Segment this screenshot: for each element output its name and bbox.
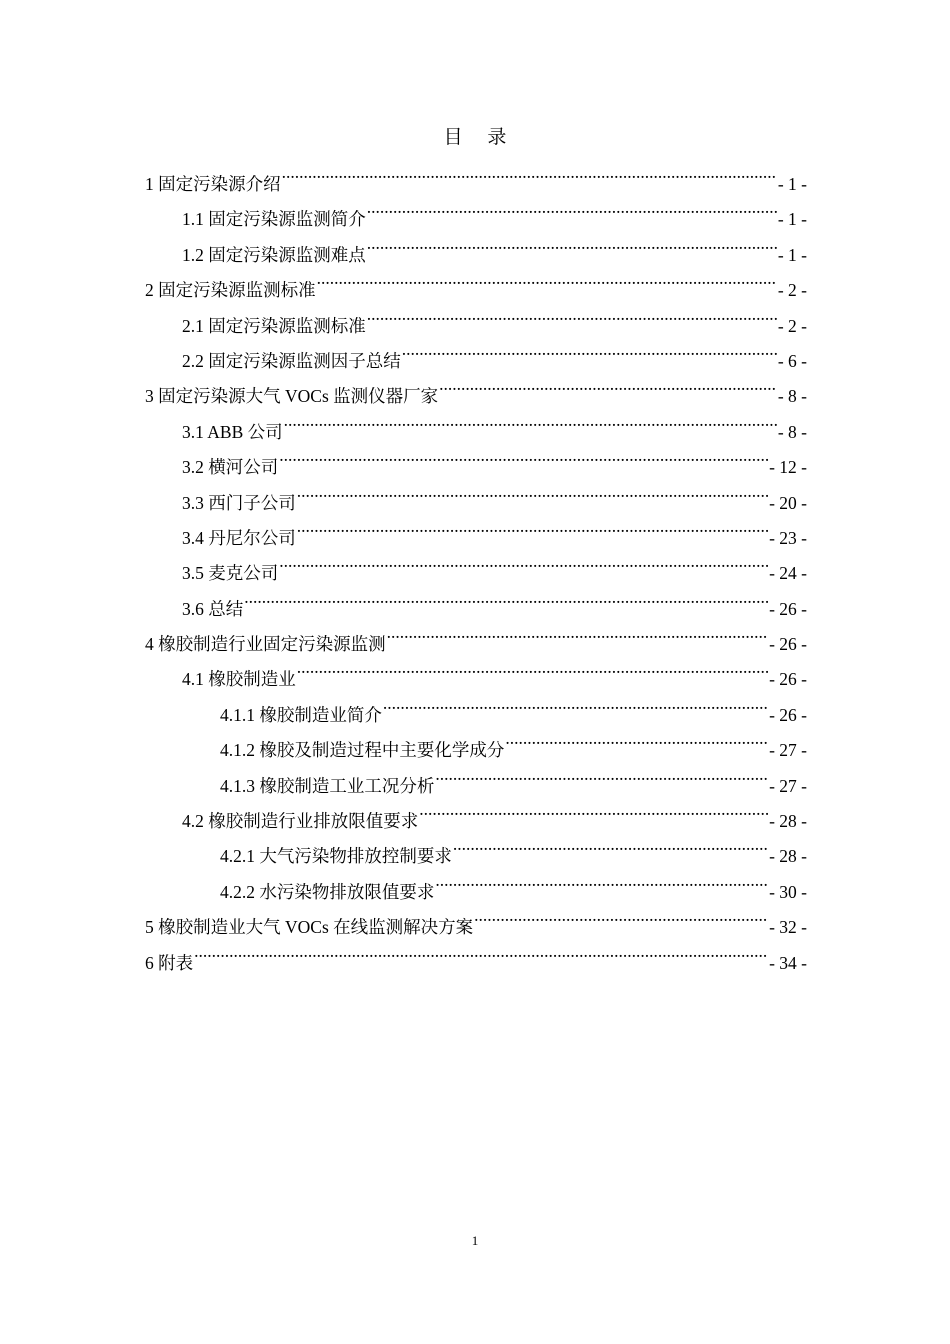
toc-entry[interactable]: [182, 509, 807, 548]
dot-leader: [282, 155, 777, 190]
dot-leader: [505, 721, 768, 756]
dot-leader: [367, 226, 777, 261]
dot-leader: [435, 757, 768, 792]
toc-entry[interactable]: [182, 580, 807, 619]
toc-entry-title[interactable]: 6 附表: [145, 952, 194, 973]
toc-entry-page-number[interactable]: - 26 -: [769, 669, 807, 690]
toc-entry-page-number[interactable]: - 1 -: [777, 209, 807, 230]
dot-leader: [383, 686, 768, 721]
dot-leader: [279, 544, 768, 579]
toc-entry[interactable]: [182, 650, 807, 690]
toc-entry-page-number[interactable]: - 1 -: [777, 174, 807, 194]
toc-entry-title[interactable]: 1 固定污染源介绍: [145, 174, 281, 194]
toc-entry-title[interactable]: 3.2 横河公司: [182, 457, 279, 478]
toc-entry[interactable]: [145, 898, 807, 938]
toc-entry[interactable]: [220, 863, 807, 902]
toc-entry-title[interactable]: 4.2.2 水污染物排放限值要求: [220, 881, 435, 902]
dot-leader: [317, 261, 777, 296]
toc-entry-page-number[interactable]: - 6 -: [777, 350, 807, 371]
dot-leader: [387, 615, 768, 650]
toc-entry[interactable]: [182, 474, 807, 513]
dot-leader: [284, 403, 777, 438]
toc-entry-title[interactable]: 3.1 ABB 公司: [182, 421, 283, 442]
toc-entry-page-number[interactable]: - 27 -: [769, 740, 807, 761]
toc-entry-page-number[interactable]: - 26 -: [769, 704, 807, 725]
dot-leader: [367, 190, 777, 225]
toc-entry-page-number[interactable]: - 2 -: [777, 315, 807, 336]
page-number: 1: [471, 1233, 479, 1248]
toc-entry-page-number[interactable]: - 23 -: [769, 527, 807, 548]
toc-entry[interactable]: [182, 403, 807, 442]
toc-entry-page-number[interactable]: - 24 -: [769, 563, 807, 584]
toc-entry-title[interactable]: 3.4 丹尼尔公司: [182, 527, 296, 548]
toc-entry-title[interactable]: 4.2 橡胶制造行业排放限值要求: [182, 811, 419, 832]
toc-entry-title[interactable]: 3.5 麦克公司: [182, 563, 279, 584]
toc-entry-page-number[interactable]: - 20 -: [769, 492, 807, 513]
toc-entry[interactable]: [145, 934, 807, 973]
dot-leader: [474, 898, 768, 933]
toc-entry-page-number[interactable]: - 8 -: [777, 386, 807, 407]
toc-entry-title[interactable]: 4.1.2 橡胶及制造过程中主要化学成分: [220, 740, 505, 761]
toc-entry-title[interactable]: 2.1 固定污染源监测标准: [182, 315, 366, 336]
toc-entry[interactable]: [220, 827, 807, 867]
dot-leader: [194, 934, 768, 969]
toc-entry-title[interactable]: 4.1.1 橡胶制造业简介: [220, 704, 382, 725]
toc-entry[interactable]: [145, 367, 807, 407]
toc-entry-title[interactable]: 4.2.1 大气污染物排放控制要求: [220, 846, 452, 867]
toc-entry-page-number[interactable]: - 26 -: [769, 634, 807, 655]
dot-leader: [297, 650, 768, 685]
dot-leader: [402, 332, 777, 367]
toc-entry[interactable]: [182, 297, 807, 336]
dot-leader: [439, 367, 777, 402]
toc-entry-title[interactable]: 5 橡胶制造业大气 VOCs 在线监测解决方案: [145, 917, 474, 938]
toc-entry-page-number[interactable]: - 12 -: [769, 457, 807, 478]
toc-entry-page-number[interactable]: - 2 -: [777, 280, 807, 301]
toc-entry[interactable]: [182, 544, 807, 584]
toc-entry-title[interactable]: 3.3 西门子公司: [182, 492, 296, 513]
toc-entry[interactable]: [220, 757, 807, 796]
toc-entry-title[interactable]: 2 固定污染源监测标准: [145, 280, 316, 301]
toc-entry-page-number[interactable]: - 28 -: [769, 846, 807, 867]
dot-leader: [367, 297, 777, 332]
dot-leader: [297, 509, 768, 544]
dot-leader: [244, 580, 768, 615]
toc-entry-title[interactable]: 1.2 固定污染源监测难点: [182, 244, 366, 265]
toc-entry[interactable]: [182, 792, 807, 832]
toc-entry-page-number[interactable]: - 34 -: [769, 952, 807, 973]
toc-entry[interactable]: [145, 615, 807, 655]
toc-entry[interactable]: [182, 190, 807, 230]
dot-leader: [453, 827, 768, 862]
dot-leader: [297, 474, 768, 509]
toc-entry-page-number[interactable]: - 1 -: [777, 244, 807, 265]
toc-entry-title[interactable]: 3 固定污染源大气 VOCs 监测仪器厂家: [145, 386, 439, 407]
dot-leader: [435, 863, 768, 898]
dot-leader: [419, 792, 768, 827]
toc-entry-page-number[interactable]: - 30 -: [769, 881, 807, 902]
toc-entry-title[interactable]: 1.1 固定污染源监测简介: [182, 209, 366, 230]
toc-entry-title[interactable]: 4.1.3 橡胶制造工业工况分析: [220, 775, 435, 796]
toc-entry[interactable]: [220, 686, 807, 725]
dot-leader: [279, 438, 768, 473]
toc-entry[interactable]: [182, 332, 807, 371]
toc-entry[interactable]: [145, 261, 807, 301]
toc-entry[interactable]: [182, 226, 807, 265]
toc-entry-title[interactable]: 2.2 固定污染源监测因子总结: [182, 350, 401, 371]
toc-entry-page-number[interactable]: - 26 -: [769, 598, 807, 619]
toc-entry[interactable]: [182, 438, 807, 478]
toc-entry-title[interactable]: 3.6 总结: [182, 598, 244, 619]
toc-entry-page-number[interactable]: - 32 -: [769, 917, 807, 938]
toc-entry-page-number[interactable]: - 27 -: [769, 775, 807, 796]
toc-entry-page-number[interactable]: - 28 -: [769, 811, 807, 832]
toc-entry-page-number[interactable]: - 8 -: [777, 421, 807, 442]
toc-entry-title[interactable]: 4 橡胶制造行业固定污染源监测: [145, 634, 386, 655]
toc-entry[interactable]: [145, 155, 807, 194]
toc-entry[interactable]: [220, 721, 807, 761]
toc-entry-title[interactable]: 4.1 橡胶制造业: [182, 669, 296, 690]
toc-title: 目 录: [443, 127, 517, 148]
table-of-contents: [0, 155, 950, 973]
